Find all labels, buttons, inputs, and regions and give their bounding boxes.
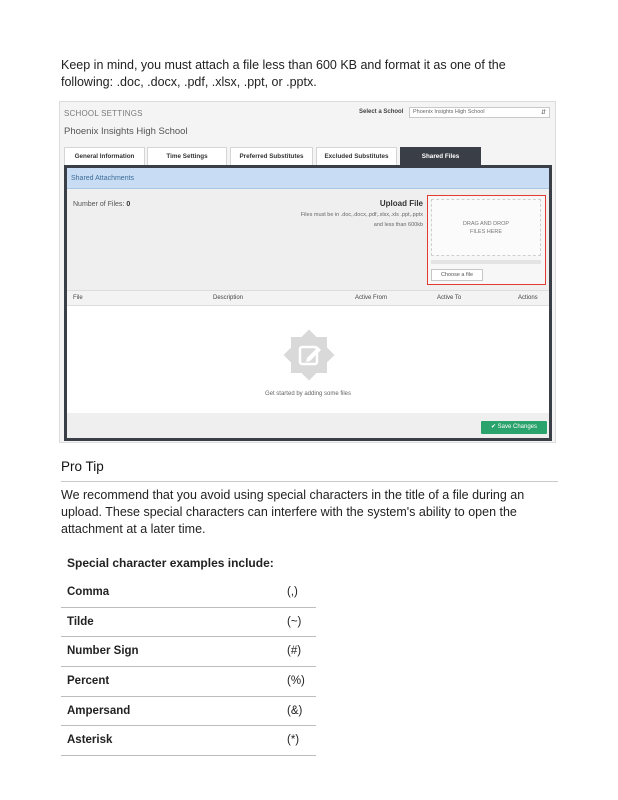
table-row (61, 578, 316, 608)
special-characters-title: Special character examples include: (67, 556, 274, 570)
column-active-to: Active To (437, 295, 462, 301)
tab-general-information[interactable]: General Information (64, 147, 145, 165)
school-settings-title: SCHOOL SETTINGS (64, 109, 143, 118)
char-name: Asterisk (67, 734, 113, 747)
char-symbol: (#) (287, 645, 302, 658)
tab-preferred-substitutes[interactable]: Preferred Substitutes (230, 147, 313, 165)
save-changes-button[interactable] (481, 421, 547, 434)
select-school-label: Select a School (359, 109, 404, 115)
char-symbol: (&) (287, 704, 303, 717)
choose-file-button[interactable]: Choose a file (431, 269, 483, 281)
upload-file-title: Upload File (379, 199, 423, 208)
char-name: Comma (67, 586, 110, 598)
section-divider (61, 481, 558, 482)
shared-files-panel (64, 165, 552, 441)
tab-excluded-substitutes[interactable]: Excluded Substitutes (316, 147, 397, 165)
files-empty-state (67, 306, 549, 413)
upload-dropzone-highlight (427, 195, 546, 285)
table-row (61, 697, 316, 727)
school-settings-screenshot (59, 101, 556, 443)
pro-tip-heading: Pro Tip (61, 459, 104, 474)
drag-drop-area[interactable] (431, 199, 541, 256)
column-active-from: Active From (355, 295, 388, 301)
chevron-updown-icon: ⇵ (540, 110, 546, 116)
tab-time-settings[interactable]: Time Settings (147, 147, 227, 165)
select-school-dropdown[interactable] (409, 107, 550, 118)
drag-drop-subtext: FILES HERE (469, 229, 503, 235)
char-symbol: (*) (287, 734, 300, 747)
table-row (61, 726, 316, 756)
school-name: Phoenix Insights High School (64, 126, 188, 137)
save-changes-label: Save Changes (497, 424, 538, 430)
char-symbol: (%) (287, 675, 305, 688)
column-description: Description (213, 295, 244, 301)
tab-shared-files[interactable]: Shared Files (400, 147, 481, 165)
char-name: Percent (67, 675, 110, 688)
upload-file-note: Files must be in .doc,.docx,.pdf,.xlsx,.xls .ppt,.pptx and less than 600kb (300, 212, 423, 228)
column-actions: Actions (518, 295, 538, 301)
table-row (61, 637, 316, 667)
column-file: File (73, 295, 83, 301)
number-of-files-label: Number of Files: (73, 201, 125, 208)
intro-paragraph: Keep in mind, you must attach a file less than 600 KB and format it as one of the following: .doc, .docx, .pdf, .xlsx, .ppt, or .pptx. (61, 58, 506, 89)
special-characters-table (61, 578, 316, 756)
edit-file-icon (279, 325, 339, 385)
char-symbol: (~) (287, 615, 302, 628)
char-name: Number Sign (67, 645, 139, 658)
table-row (61, 667, 316, 697)
check-icon: ✔ (490, 424, 496, 430)
pro-tip-paragraph: We recommend that you avoid using special characters in the title of a file during an upload. These special characters can interfere with the system's ability to open the attachment at a later time. (61, 488, 525, 536)
select-school-value: Phoenix Insights High School (413, 109, 485, 115)
char-symbol: (,) (287, 586, 298, 598)
files-table-header (67, 290, 549, 306)
char-name: Ampersand (67, 704, 131, 717)
drag-drop-text: DRAG AND DROP (462, 221, 510, 227)
number-of-files (73, 201, 130, 208)
upload-progress-bar (431, 260, 541, 264)
char-name: Tilde (67, 615, 94, 628)
number-of-files-value: 0 (126, 201, 131, 208)
empty-state-text: Get started by adding some files (264, 391, 352, 397)
shared-attachments-bar: Shared Attachments (67, 168, 549, 189)
table-row (61, 608, 316, 638)
